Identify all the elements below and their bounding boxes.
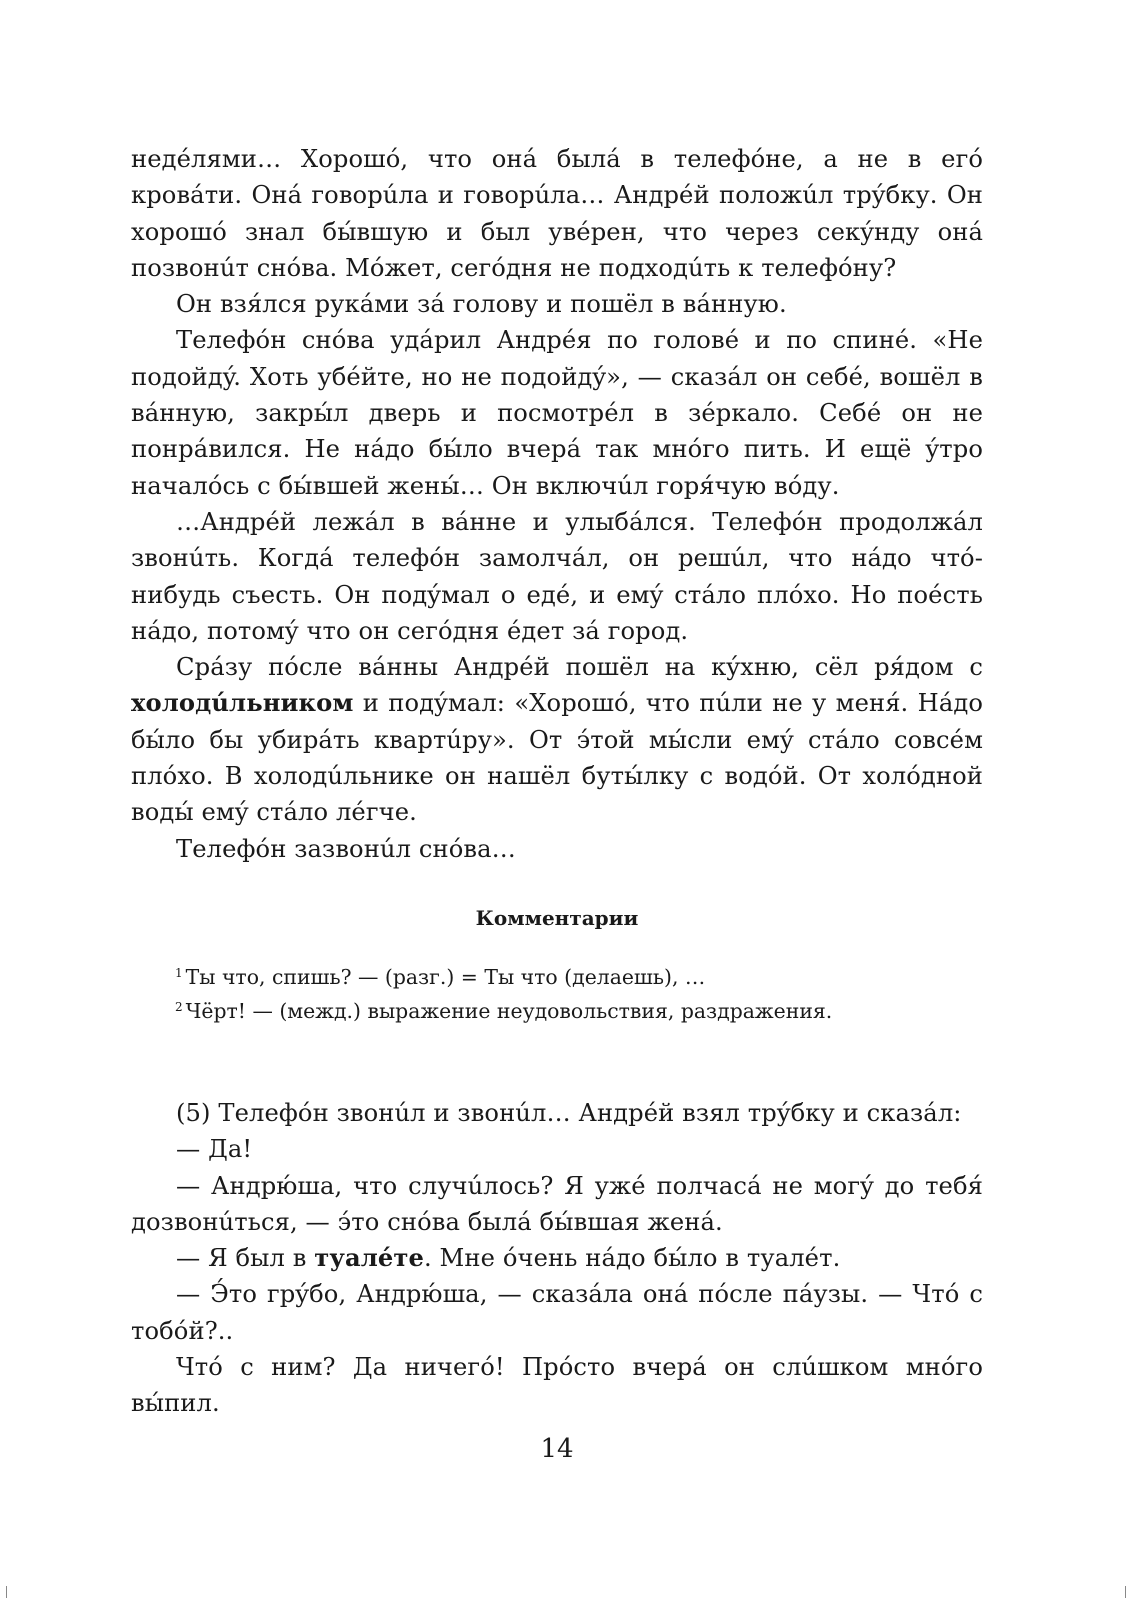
crop-mark xyxy=(1125,1586,1126,1598)
footnote-number: 2 xyxy=(175,1000,183,1014)
paragraph: Телефóн зазвонúл снóва… xyxy=(176,834,516,863)
page-number: 14 xyxy=(540,1434,574,1464)
footnotes xyxy=(175,958,983,1026)
paragraph xyxy=(131,1240,983,1276)
bold-term: холодúльником xyxy=(131,688,354,718)
paragraph: (5) Телефóн звонúл и звонúл… Андрéй взял трýбку и сказáл: xyxy=(176,1099,962,1127)
footnote-number: 1 xyxy=(175,966,183,980)
bold-term: туалéте xyxy=(314,1243,424,1273)
text-run: . Мне óчень нáдо бы́ло в туалéт. xyxy=(423,1244,841,1273)
footnote-text: Чёрт! — (межд.) выражение неудовольствия, раздражения. xyxy=(185,999,833,1023)
paragraph: …Андрéй лежáл в вáнне и улыбáлся. Телефóн продолжáл звонúть. Когдá телефóн замолчáл, он решúл, что нáдо чтó-нибудь съесть. Он подýмал о едé, и емý стáло плóхо. Но поéсть нáдо, потомý что он сегóдня éдет зá город. xyxy=(131,507,983,645)
paragraph: недéлями… Хорошó, что онá былá в телефóне, а не в егó кровáти. Онá говорúла и говорúла… Андрéй положúл трýбку. Он хорошó знал бы́вшую и был увéрен, что через секýнду онá позвонúт снóва. Мóжет, сегóдня не подходúть к телефóну? xyxy=(131,145,983,282)
paragraph: Чтó с ним? Да ничегó! Прóсто вчерá он слúшком мнóго вы́пил. xyxy=(131,1353,983,1418)
text-run: — Я был в xyxy=(176,1244,315,1273)
paragraph xyxy=(131,649,983,830)
footnote xyxy=(175,958,983,992)
paragraph: Он взя́лся рукáми зá голову и пошёл в вáнную. xyxy=(176,290,787,319)
dialog-text-block xyxy=(131,1095,983,1422)
comments-heading: Комментарии xyxy=(475,906,639,930)
paragraph: — Да! xyxy=(176,1135,253,1164)
main-text-block xyxy=(131,141,983,867)
text-run: Срáзу пóсле вáнны Андрéй пошёл на кýхню, сёл ря́дом с xyxy=(176,653,983,682)
footnote-text: Ты что, спишь? — (разг.) = Ты что (делаешь), … xyxy=(185,965,706,989)
text-run: и подýмал: «Хорошó, что пúли не у меня́. Нáдо бы́ло бы убирáть квартúру». От э́той мы́сли емý стáло совсéм плóхо. В холодúльнике он нашёл буты́лку с водóй. От холóдной воды́ емý стáло лéгче. xyxy=(131,689,983,827)
paragraph: — Э́то грýбо, Андрю́ша, — сказáла онá пóсле пáузы. — Чтó с тобóй?.. xyxy=(131,1280,983,1345)
footnote xyxy=(175,992,983,1026)
crop-mark xyxy=(6,1586,7,1598)
paragraph: — Андрю́ша, что случúлось? Я ужé полчасá не могý до тебя́ дозвонúться, — э́то снóва былá бы́вшая женá. xyxy=(131,1171,983,1236)
paragraph: Телефóн снóва удáрил Андрéя по головé и по спинé. «Не подойдý. Хоть убéйте, но не подойдý», — сказáл он себé, вошёл в вáнную, закры́л дверь и посмотрéл в зéркало. Себé он не понрáвился. Не нáдо бы́ло вчерá так мнóго пить. И ещё ýтро началóсь с бы́вшей жены́… Он включúл горя́чую вóду. xyxy=(131,326,983,500)
